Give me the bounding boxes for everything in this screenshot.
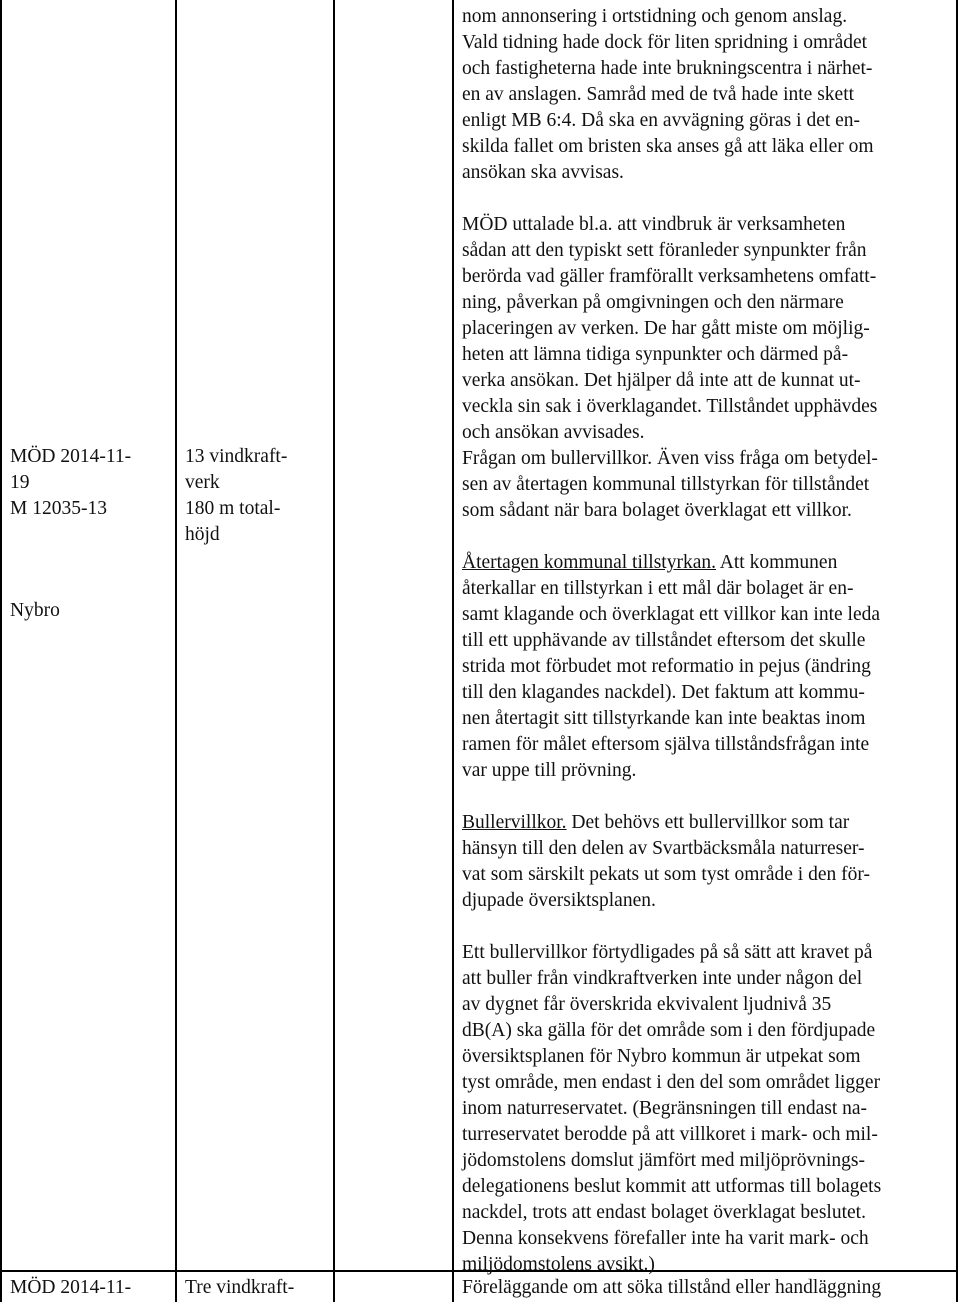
text-line: och ansökan avvisades. (462, 422, 645, 443)
text-line: placeringen av verken. De har gått miste om möjlig- (462, 318, 870, 339)
text-line: till ett upphävande av tillståndet eftersom det skulle (462, 630, 866, 651)
judgment-summary (462, 4, 952, 1278)
text-line: ning, påverkan på omgivningen och den närmare (462, 292, 844, 313)
row2-case-id: MÖD 2014-11- (10, 1277, 132, 1298)
text-line: jödomstolens domslut jämfört med miljöprövnings- (462, 1150, 865, 1171)
text-line: vat som särskilt pekats ut som tyst område i den för- (462, 864, 870, 885)
text-line: inom naturreservatet. (Begränsningen till endast na- (462, 1098, 868, 1119)
case-id-line-1: MÖD 2014-11- (10, 446, 132, 467)
text-line: ramen för målet eftersom själva tillståndsfrågan inte (462, 734, 870, 755)
municipality: Nybro (10, 600, 60, 621)
text-line: dB(A) ska gälla för det område som i den fördjupade (462, 1020, 876, 1041)
text-line: att buller från vindkraftverken inte under någon del (462, 968, 863, 989)
section-heading: Bullervillkor. (462, 812, 567, 833)
column-divider-2 (333, 0, 335, 1302)
text-fragment: Det behövs ett bullervillkor som tar (566, 812, 850, 833)
text-line: Vald tidning hade dock för liten spridning i området (462, 32, 868, 53)
text-line: skilda fallet om bristen ska anses gå att läka eller om (462, 136, 874, 157)
text-line: Frågan om bullervillkor. Även viss fråga om betydel- (462, 448, 878, 469)
table-border-left (0, 0, 2, 1302)
text-line: miljödomstolens avsikt.) (462, 1254, 655, 1275)
text-line (462, 810, 952, 836)
text-line: tyst område, men endast i den del som området ligger (462, 1072, 881, 1093)
text-line: återkallar en tillstyrkan i ett mål där bolaget är en- (462, 578, 854, 599)
text-line: nom annonsering i ortstidning och genom anslag. (462, 6, 848, 27)
text-line: turreservatet berodde på att villkoret i mark- och mil- (462, 1124, 878, 1145)
row2-project: Tre vindkraft- (185, 1277, 295, 1298)
text-line: heten att lämna tidiga synpunkter och därmed på- (462, 344, 849, 365)
text-line: sådan att den typiskt sett föranleder synpunkter från (462, 240, 867, 261)
text-line: verka ansökan. Det hjälper då inte att de kunnat ut- (462, 370, 861, 391)
text-line: nen återtagit sitt tillstyrkande kan inte beaktas inom (462, 708, 866, 729)
text-line: Ett bullervillkor förtydligades på så sätt att kravet på (462, 942, 873, 963)
text-line: och fastigheterna hade inte brukningscentra i närhet- (462, 58, 873, 79)
text-line: strida mot förbudet mot reformatio in pejus (ändring (462, 656, 871, 677)
text-fragment: Att kommunen (716, 552, 838, 573)
text-line: delegationens beslut kommit att utformas till bolagets (462, 1176, 882, 1197)
text-line: var uppe till prövning. (462, 760, 637, 781)
text-line: samt klagande och överklagat ett villkor kan inte leda (462, 604, 881, 625)
column-divider-1 (175, 0, 177, 1302)
project-line-4: höjd (185, 524, 220, 545)
case-id-cell (10, 444, 170, 624)
text-line: en av anslagen. Samråd med de två hade inte skett (462, 84, 855, 105)
project-line-1: 13 vindkraft- (185, 446, 288, 467)
project-line-2: verk (185, 472, 220, 493)
text-line: nackdel, trots att endast bolaget överklagat beslutet. (462, 1202, 866, 1223)
case-number: M 12035-13 (10, 498, 107, 519)
text-line (462, 550, 952, 576)
text-line: hänsyn till den delen av Svartbäcksmåla naturreser- (462, 838, 865, 859)
text-line: översiktsplanen för Nybro kommun är utpekat som (462, 1046, 861, 1067)
section-heading: Återtagen kommunal tillstyrkan. (462, 552, 716, 573)
text-line: veckla sin sak i överklagandet. Tillståndet upphävdes (462, 396, 878, 417)
table-border-right (956, 0, 958, 1302)
text-line: enligt MB 6:4. Då ska en avvägning göras i det en- (462, 110, 861, 131)
row2-summary: Föreläggande om att söka tillstånd eller handläggning (462, 1277, 882, 1298)
column-divider-3 (452, 0, 454, 1302)
paragraph-1 (462, 212, 952, 446)
text-line: av dygnet får överskrida ekvivalent ljudnivå 35 (462, 994, 832, 1015)
paragraph-4 (462, 810, 952, 914)
project-line-3: 180 m total- (185, 498, 281, 519)
paragraph-5 (462, 940, 952, 1278)
text-line: till den klagandes nackdel). Det faktum att kommu- (462, 682, 865, 703)
project-cell (185, 444, 330, 548)
text-line: som sådant när bara bolaget överklagat ett villkor. (462, 500, 852, 521)
text-line: djupade översiktsplanen. (462, 890, 656, 911)
text-line: berörda vad gäller framförallt verksamhetens omfatt- (462, 266, 877, 287)
paragraph-2 (462, 446, 952, 524)
case-id-line-2: 19 (10, 472, 30, 493)
text-line: MÖD uttalade bl.a. att vindbruk är verksamheten (462, 214, 846, 235)
text-line: Denna konsekvens förefaller inte ha varit mark- och (462, 1228, 869, 1249)
paragraph-0 (462, 4, 952, 186)
paragraph-3 (462, 550, 952, 784)
text-line: sen av återtagen kommunal tillstyrkan för tillståndet (462, 474, 870, 495)
text-line: ansökan ska avvisas. (462, 162, 624, 183)
